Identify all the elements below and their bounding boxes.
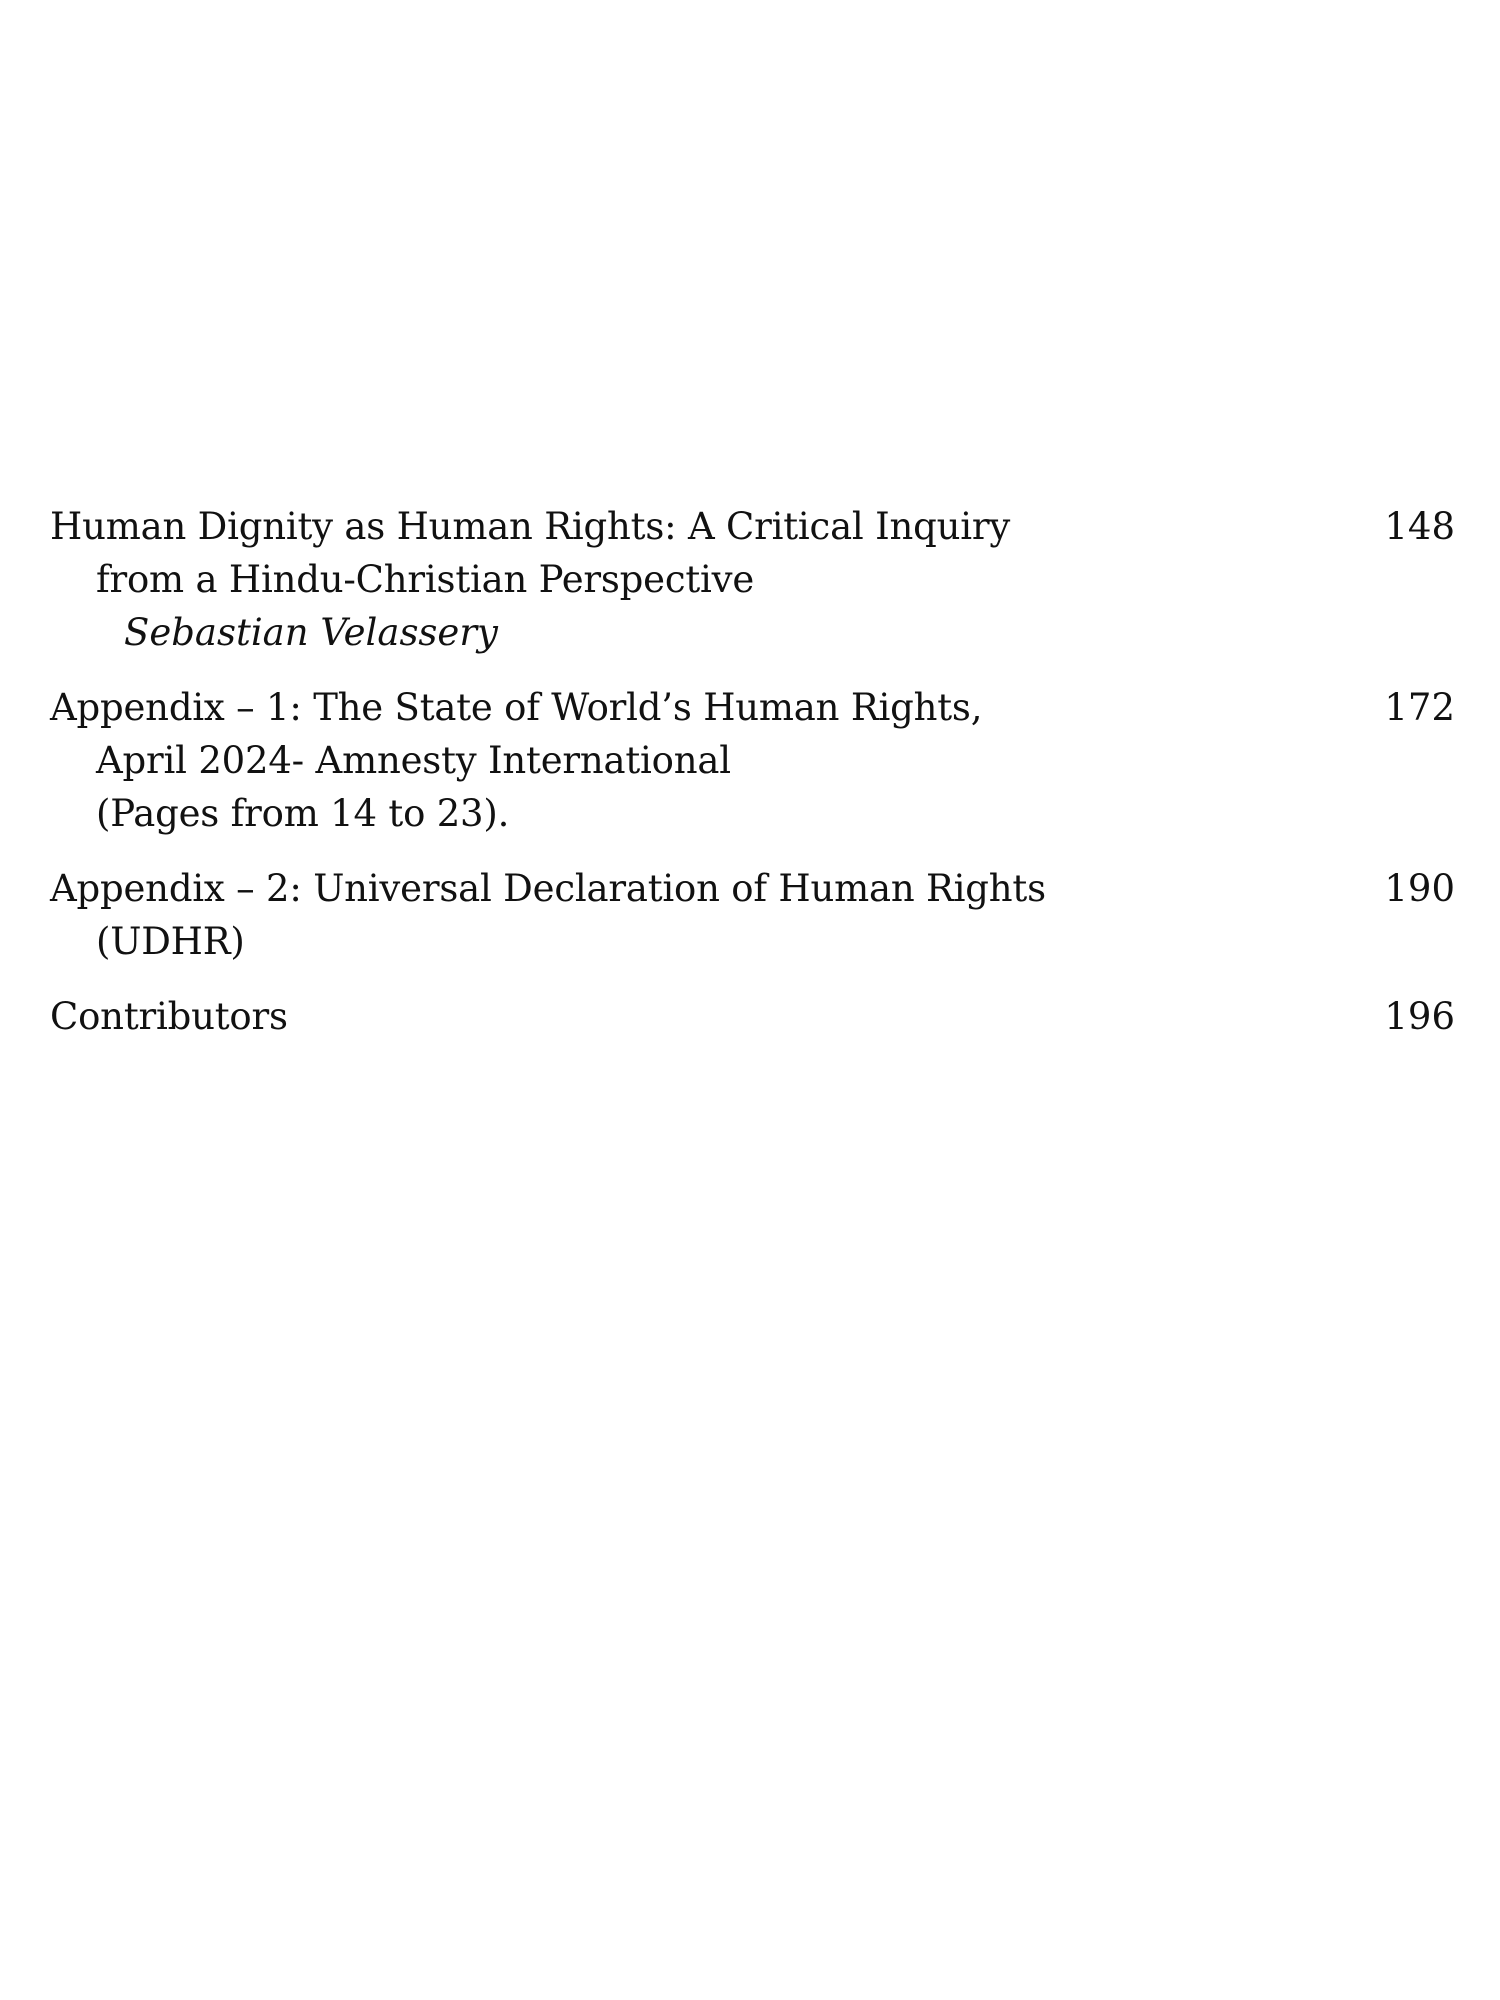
page-number: 172	[1384, 686, 1455, 729]
page-number: 190	[1384, 867, 1455, 910]
entry-title	[50, 862, 1300, 968]
toc-entry-appendix-2	[50, 862, 1455, 968]
title-line: Human Dignity as Human Rights: A Critical Inquiry	[50, 505, 1011, 548]
title-line: April 2024- Amnesty International	[96, 739, 731, 782]
title-line: (Pages from 14 to 23).	[96, 792, 510, 835]
entry-title	[50, 990, 1300, 1043]
entry-title	[50, 681, 1300, 840]
toc-entry-human-dignity	[50, 500, 1455, 659]
title-line: Contributors	[50, 995, 288, 1038]
page-number: 196	[1384, 995, 1455, 1038]
entry-title	[50, 500, 1300, 659]
table-of-contents	[50, 500, 1455, 1065]
title-line: from a Hindu-Christian Perspective	[96, 558, 755, 601]
title-line: (UDHR)	[96, 920, 245, 963]
page-number: 148	[1384, 505, 1455, 548]
title-line: Appendix – 2: Universal Declaration of Human Rights	[50, 867, 1046, 910]
entry-author: Sebastian Velassery	[124, 611, 498, 654]
toc-entry-contributors	[50, 990, 1455, 1043]
title-line: Appendix – 1: The State of World’s Human Rights,	[50, 686, 983, 729]
toc-entry-appendix-1	[50, 681, 1455, 840]
